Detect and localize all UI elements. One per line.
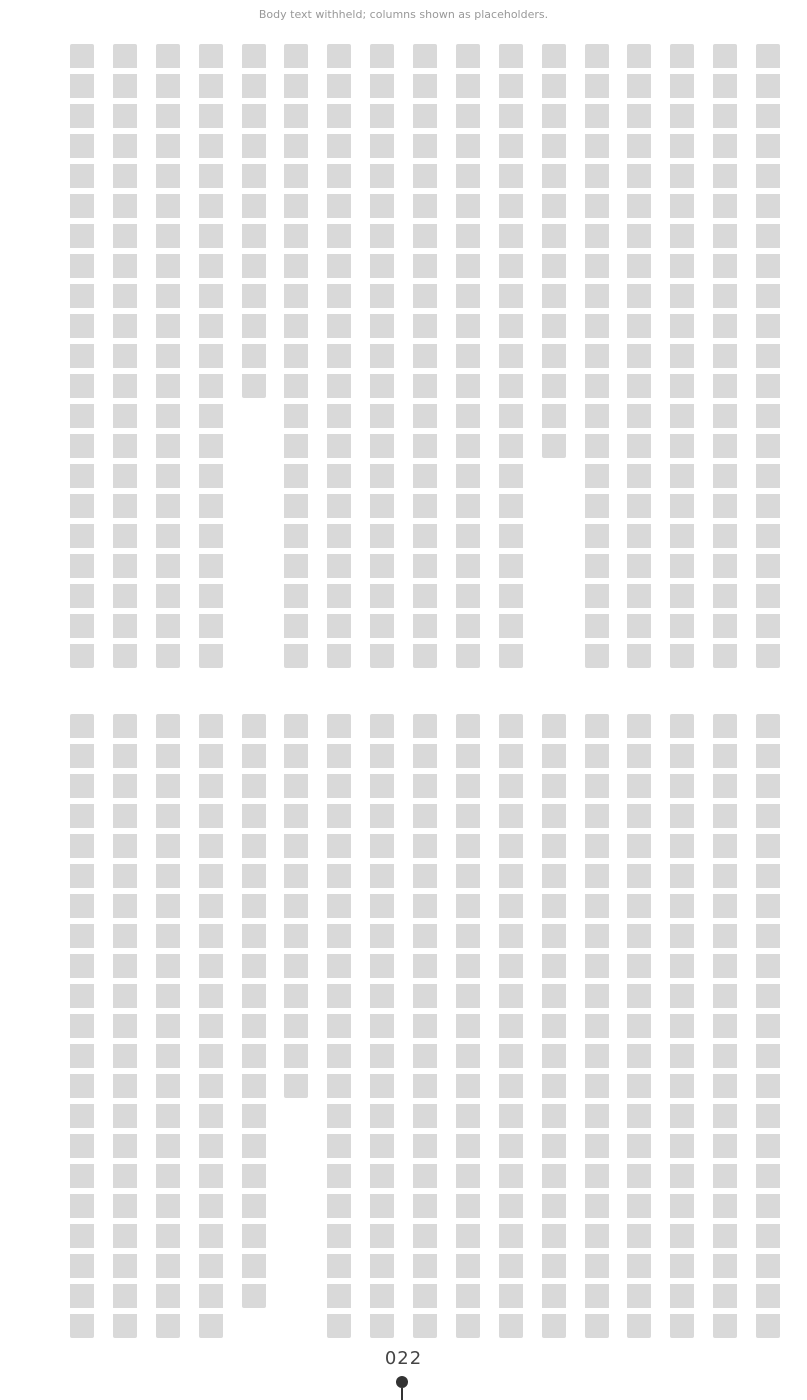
text-tier-top bbox=[70, 44, 780, 674]
text-column-placeholder bbox=[327, 44, 351, 668]
text-column-placeholder bbox=[284, 714, 308, 1098]
text-column-placeholder bbox=[585, 44, 609, 668]
text-column-placeholder bbox=[713, 44, 737, 668]
text-column-placeholder bbox=[627, 44, 651, 668]
text-column-placeholder bbox=[199, 714, 223, 1338]
text-column-placeholder bbox=[413, 714, 437, 1338]
text-column-placeholder bbox=[542, 714, 566, 1338]
text-column-placeholder bbox=[585, 714, 609, 1338]
folio-dot-icon bbox=[396, 1376, 408, 1388]
text-column-placeholder bbox=[113, 714, 137, 1338]
text-column-placeholder bbox=[199, 44, 223, 668]
text-column-placeholder bbox=[756, 44, 780, 668]
folio-line bbox=[401, 1388, 403, 1400]
text-column-placeholder bbox=[670, 714, 694, 1338]
text-column-placeholder bbox=[113, 44, 137, 668]
text-column-placeholder bbox=[70, 714, 94, 1338]
text-column-placeholder bbox=[413, 44, 437, 668]
text-column-placeholder bbox=[370, 44, 394, 668]
text-column-placeholder bbox=[456, 44, 480, 668]
text-column-placeholder bbox=[242, 714, 266, 1308]
text-column-placeholder bbox=[542, 44, 566, 458]
text-column-placeholder bbox=[284, 44, 308, 668]
text-column-placeholder bbox=[713, 714, 737, 1338]
text-tier-bottom bbox=[70, 714, 780, 1344]
redaction-note: Body text withheld; columns shown as placeholders. bbox=[258, 8, 549, 21]
text-column-placeholder bbox=[156, 44, 180, 668]
text-column-placeholder bbox=[327, 714, 351, 1338]
text-column-placeholder bbox=[456, 714, 480, 1338]
text-column-placeholder bbox=[370, 714, 394, 1338]
text-column-placeholder bbox=[70, 44, 94, 668]
text-column-placeholder bbox=[156, 714, 180, 1338]
text-column-placeholder bbox=[499, 44, 523, 668]
text-column-placeholder bbox=[627, 714, 651, 1338]
page-number: 022 bbox=[384, 1348, 423, 1369]
text-column-placeholder bbox=[756, 714, 780, 1338]
text-column-placeholder bbox=[242, 44, 266, 398]
text-column-placeholder bbox=[670, 44, 694, 668]
text-column-placeholder bbox=[499, 714, 523, 1338]
